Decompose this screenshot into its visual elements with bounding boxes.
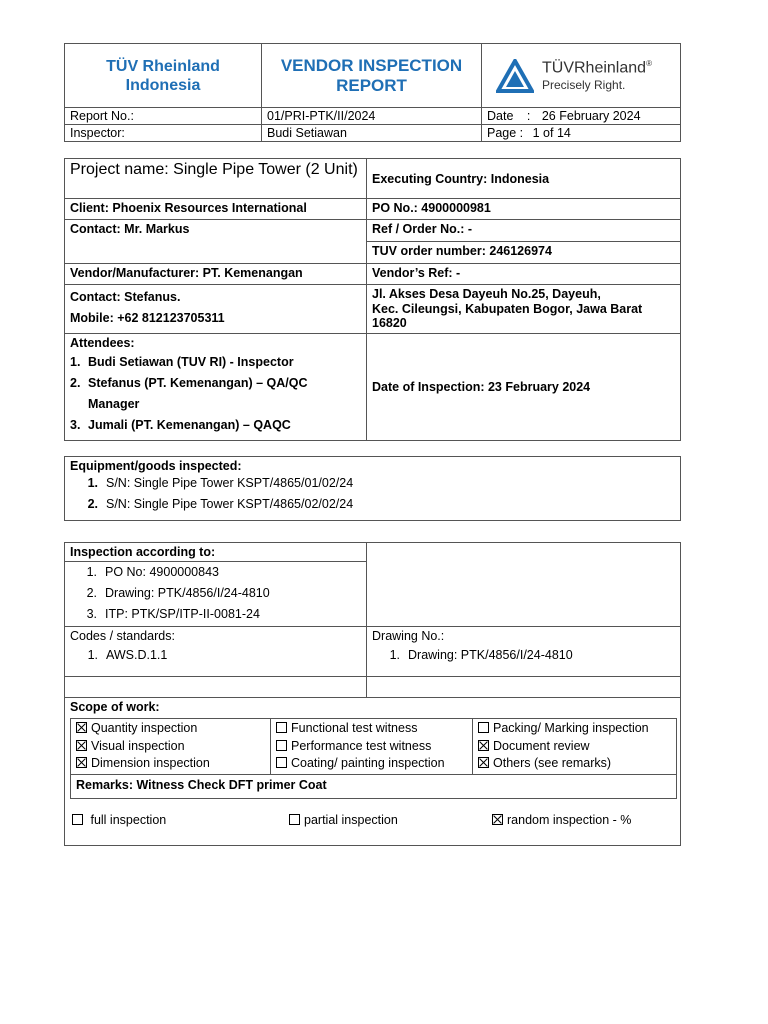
date-separator: : <box>526 109 531 123</box>
according-item: PO No: 4900000843 <box>105 565 219 579</box>
codes-label: Codes / standards: <box>70 629 175 643</box>
project-table <box>64 158 681 441</box>
vendor-ref: Vendor’s Ref: - <box>367 264 681 285</box>
vendor-address <box>367 285 681 334</box>
checkbox-checked-icon[interactable] <box>76 722 87 733</box>
list-number <box>70 394 88 415</box>
scope-option[interactable] <box>478 720 671 738</box>
list-item <box>70 473 675 494</box>
list-number: 1. <box>70 354 81 369</box>
date-of-inspection: Date of Inspection: 23 February 2024 <box>367 333 681 440</box>
empty-cell <box>65 677 367 698</box>
scope-col2 <box>271 719 473 775</box>
equipment-item: S/N: Single Pipe Tower KSPT/4865/01/02/24 <box>106 476 354 490</box>
drawing-item: Drawing: PTK/4856/I/24-4810 <box>408 648 573 662</box>
report-title-cell <box>262 44 482 108</box>
equipment-table <box>64 456 681 521</box>
company-name-line2: Indonesia <box>125 76 201 94</box>
checkbox-checked-icon[interactable] <box>492 814 503 825</box>
checkbox-checked-icon[interactable] <box>478 740 489 751</box>
checkbox-checked-icon[interactable] <box>478 757 489 768</box>
scope-label: Scope of work: <box>70 700 160 714</box>
scope-col3 <box>473 719 677 775</box>
drawing-cell <box>367 627 681 677</box>
scope-option-label: Document review <box>493 738 590 753</box>
report-title-line1: VENDOR INSPECTION <box>280 55 463 75</box>
scope-option[interactable] <box>76 720 265 738</box>
report-no-value: 01/PRI-PTK/II/2024 <box>262 108 482 125</box>
attendee: Budi Setiawan (TUV RI) - Inspector <box>88 354 294 369</box>
scope-option-label: Functional test witness <box>291 721 418 735</box>
executing-country: Executing Country: Indonesia <box>367 159 681 199</box>
page-cell <box>482 125 681 142</box>
address-line: Kec. Cileungsi, Kabupaten Bogor, Jawa Barat <box>372 301 643 316</box>
checkbox-checked-icon[interactable] <box>76 740 87 751</box>
inspector-value: Budi Setiawan <box>262 125 482 142</box>
tuv-triangle-icon <box>496 59 534 93</box>
date-value: 26 February 2024 <box>541 109 641 123</box>
list-number: 1. <box>87 648 98 662</box>
full-inspection-option[interactable] <box>72 813 289 827</box>
list-item <box>70 645 361 666</box>
random-inspection-label: random inspection - % <box>507 813 632 827</box>
equipment-cell <box>65 457 681 521</box>
po-no: PO No.: 4900000981 <box>367 199 681 220</box>
full-inspection-label: full inspection <box>90 813 167 827</box>
list-item <box>70 415 361 436</box>
equipment-item: S/N: Single Pipe Tower KSPT/4865/02/02/24 <box>106 497 354 511</box>
scope-option[interactable] <box>276 755 467 773</box>
company-name-line1: TÜV Rheinland <box>106 57 220 75</box>
according-item: ITP: PTK/SP/ITP-II-0081-24 <box>105 607 260 621</box>
scope-option-label: Visual inspection <box>91 738 185 753</box>
inspection-according-label: Inspection according to: <box>65 543 366 562</box>
project-name: Project name: Single Pipe Tower (2 Unit) <box>65 159 367 199</box>
scope-option-label: Packing/ Marking inspection <box>493 721 649 735</box>
report-title-line2: REPORT <box>336 75 407 95</box>
tuv-order-number: TUV order number: 246126974 <box>372 244 552 258</box>
order-cell <box>367 220 681 264</box>
list-item <box>70 394 361 415</box>
drawing-label: Drawing No.: <box>372 629 445 643</box>
empty-cell <box>367 677 681 698</box>
checkbox-empty-icon[interactable] <box>276 722 287 733</box>
list-number: 3. <box>70 417 81 432</box>
scope-option[interactable] <box>478 738 671 756</box>
scope-option[interactable] <box>276 720 467 738</box>
scope-option[interactable] <box>276 738 467 756</box>
address-line: 16820 <box>372 316 407 330</box>
checkbox-empty-icon[interactable] <box>276 757 287 768</box>
inspection-table <box>64 542 681 846</box>
empty-cell <box>367 543 681 627</box>
checkbox-empty-icon[interactable] <box>72 814 83 825</box>
list-number: 2. <box>70 375 81 390</box>
list-item <box>69 604 366 625</box>
list-number: 1. <box>389 648 400 662</box>
logo-tagline: Precisely Right. <box>542 77 626 92</box>
company-name-cell <box>65 44 262 108</box>
scope-cell <box>65 698 681 846</box>
date-label: Date <box>487 109 514 123</box>
attendee: Stefanus (PT. Kemenangan) – QA/QC <box>88 375 308 390</box>
report-no-label: Report No.: <box>65 108 262 125</box>
logo-cell <box>482 44 681 108</box>
contact-vendor-cell <box>65 285 367 334</box>
address-line: Jl. Akses Desa Dayeuh No.25, Dayeuh, <box>372 287 601 301</box>
list-item <box>70 352 361 373</box>
list-item <box>70 373 361 394</box>
inspection-according-cell <box>65 543 367 627</box>
code-item: AWS.D.1.1 <box>106 648 168 662</box>
list-number: 2. <box>86 586 97 600</box>
attendees-cell <box>65 333 367 440</box>
vendor: Vendor/Manufacturer: PT. Kemenangan <box>65 264 367 285</box>
list-number: 1. <box>86 565 97 579</box>
list-number: 3. <box>86 607 97 621</box>
according-item: Drawing: PTK/4856/I/24-4810 <box>105 586 270 600</box>
list-number: 1. <box>87 476 98 490</box>
logo-brand-text: TÜVRheinland <box>542 59 647 77</box>
logo-registered-mark: ® <box>646 59 652 69</box>
scope-option[interactable] <box>76 738 265 756</box>
attendees-label: Attendees: <box>70 335 135 350</box>
scope-option-label: Quantity inspection <box>91 721 198 735</box>
scope-option[interactable] <box>76 755 265 773</box>
list-item <box>69 562 366 583</box>
scope-option-label: Dimension inspection <box>91 756 210 770</box>
scope-option-label: Performance test witness <box>291 738 432 753</box>
random-inspection-option[interactable] <box>492 813 631 827</box>
tuv-logo <box>482 59 680 93</box>
list-item <box>372 645 675 666</box>
ref-order: Ref / Order No.: - <box>367 220 680 242</box>
scope-col1 <box>71 719 271 775</box>
equipment-label: Equipment/goods inspected: <box>70 459 242 473</box>
partial-inspection-option[interactable] <box>289 813 492 827</box>
inspection-extent-row <box>70 813 675 827</box>
client: Client: Phoenix Resources International <box>65 199 367 220</box>
attendee: Manager <box>88 396 140 411</box>
contact-vendor: Contact: Stefanus. <box>70 290 181 304</box>
checkbox-checked-icon[interactable] <box>76 757 87 768</box>
scope-option-label: Coating/ painting inspection <box>291 756 445 770</box>
checkbox-empty-icon[interactable] <box>289 814 300 825</box>
list-number: 2. <box>87 497 98 511</box>
inspector-label: Inspector: <box>65 125 262 142</box>
scope-option[interactable] <box>478 755 671 773</box>
scope-option-label: Others (see remarks) <box>493 756 612 770</box>
partial-inspection-label: partial inspection <box>304 813 398 827</box>
header-table <box>64 43 681 142</box>
date-cell <box>482 108 681 125</box>
codes-cell <box>65 627 367 677</box>
contact-client: Contact: Mr. Markus <box>65 220 367 264</box>
page-value: 1 of 14 <box>532 126 571 140</box>
attendee: Jumali (PT. Kemenangan) – QAQC <box>88 417 291 432</box>
page-label: Page : <box>487 126 524 140</box>
remarks: Remarks: Witness Check DFT primer Coat <box>71 774 677 799</box>
scope-grid <box>70 718 677 799</box>
checkbox-empty-icon[interactable] <box>478 722 489 733</box>
checkbox-empty-icon[interactable] <box>276 740 287 751</box>
mobile: Mobile: +62 812123705311 <box>70 311 225 325</box>
list-item <box>70 494 675 515</box>
list-item <box>69 583 366 604</box>
